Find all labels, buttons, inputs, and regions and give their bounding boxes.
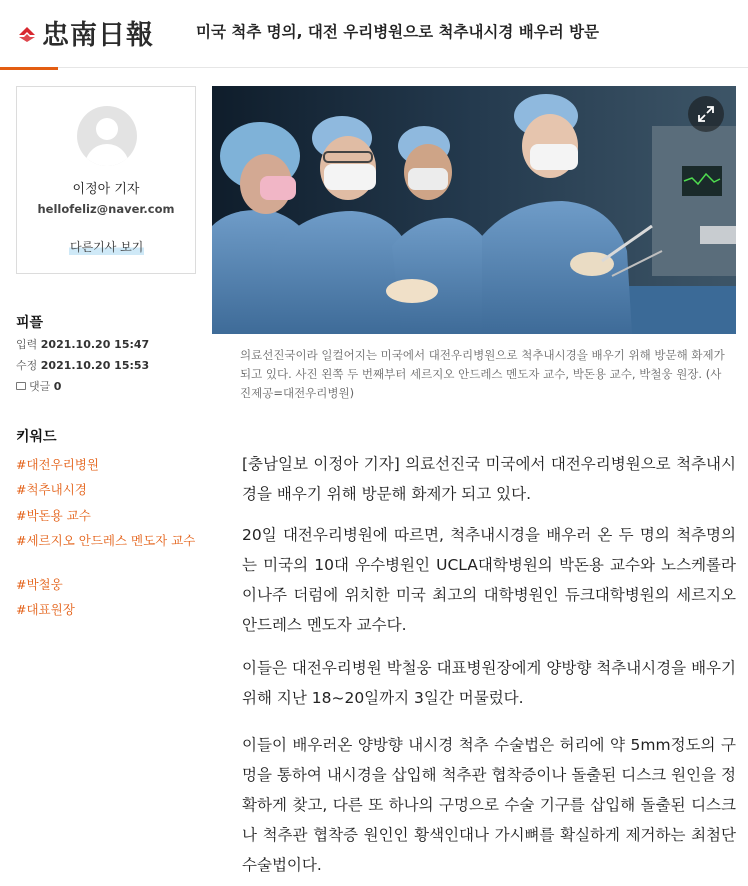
site-logo[interactable]: [16, 14, 154, 50]
surgery-photo-illustration: [212, 86, 736, 334]
keyword-link[interactable]: #척추내시경: [16, 482, 87, 497]
keyword-link[interactable]: #대표원장: [16, 602, 75, 617]
comments-label: 댓글: [29, 380, 51, 393]
published-label: 입력: [16, 338, 38, 351]
keyword-link[interactable]: #대전우리병원: [16, 457, 99, 472]
comment-count[interactable]: [16, 378, 61, 394]
logo-text: 忠南日報: [42, 19, 154, 51]
reporter-avatar: [77, 106, 137, 166]
comments-value: 0: [53, 380, 62, 393]
article-paragraph: 이들이 배우러온 양방향 내시경 척추 수술법은 허리에 약 5mm정도의 구멍을 통하여 내시경을 삽입해 척추관 협착증이나 돌출된 디스크 원인을 정확하게 찾고, 다른 또 하나의 구멍으로 수술 기구를 삽입해 돌출된 디스크나 척추관 협착증 원인인 황색인대나 가시뼈를 확실하게 제거하는 최첨단 수술법이다.: [242, 736, 736, 874]
modified-date: [16, 357, 149, 373]
avatar-head-shape: [96, 118, 118, 140]
red-ribbon-logo-icon: [16, 21, 38, 43]
photo-expand-button[interactable]: [688, 96, 724, 132]
expand-arrows-icon: [697, 105, 715, 123]
article-paragraph: [충남일보 이정아 기자] 의료선진국 미국에서 대전우리병원으로 척추내시경을 배우기 위해 방문해 화제가 되고 있다.: [242, 455, 736, 503]
comment-icon: [16, 382, 26, 390]
photo-caption: 의료선진국이라 일컬어지는 미국에서 대전우리병원으로 척추내시경을 배우기 위해 방문해 화제가 되고 있다. 사진 왼쪽 두 번째부터 세르지오 안드레스 멘도자 교수, 박돈용 교수, 박철웅 원장. (사진제공=대전우리병원): [240, 348, 725, 400]
other-articles-link[interactable]: 다른기사 보기: [70, 240, 144, 254]
keyword-link[interactable]: #박철웅: [16, 577, 63, 592]
article-paragraph: 이들은 대전우리병원 박철웅 대표병원장에게 양방향 척추내시경을 배우기 위해 지난 18~20일까지 3일간 머물렀다.: [242, 659, 736, 707]
reporter-name: 이정아 기자: [72, 182, 140, 197]
reporter-card: [16, 86, 196, 274]
keyword-link[interactable]: #박돈용 교수: [16, 508, 91, 523]
header-article-title: 미국 척추 명의, 대전 우리병원으로 척추내시경 배우러 방문: [196, 23, 600, 41]
modified-label: 수정: [16, 359, 38, 372]
header-accent-bar: [0, 67, 58, 70]
modified-value: 2021.10.20 15:53: [40, 359, 150, 372]
article-paragraph: 20일 대전우리병원에 따르면, 척추내시경을 배우러 온 두 명의 척추명의는 미국의 10대 우수병원인 UCLA대학병원의 박돈용 교수와 노스케롤라이나주 더럼에 위치한 미국 최고의 대학병원인 듀크대학병원의 세르지오 안드레스 멘도자 교수다.: [242, 526, 736, 634]
published-date: [16, 336, 149, 352]
site-header: [0, 0, 748, 68]
keyword-link[interactable]: #세르지오 안드레스 멘도자 교수: [16, 533, 196, 548]
article-photo[interactable]: [212, 86, 736, 334]
keywords-heading: 키워드: [16, 429, 57, 445]
avatar-body-shape: [85, 144, 129, 166]
reporter-email[interactable]: hellofeliz@naver.com: [37, 202, 175, 216]
published-value: 2021.10.20 15:47: [40, 338, 150, 351]
byline-heading: 피플: [16, 315, 44, 331]
